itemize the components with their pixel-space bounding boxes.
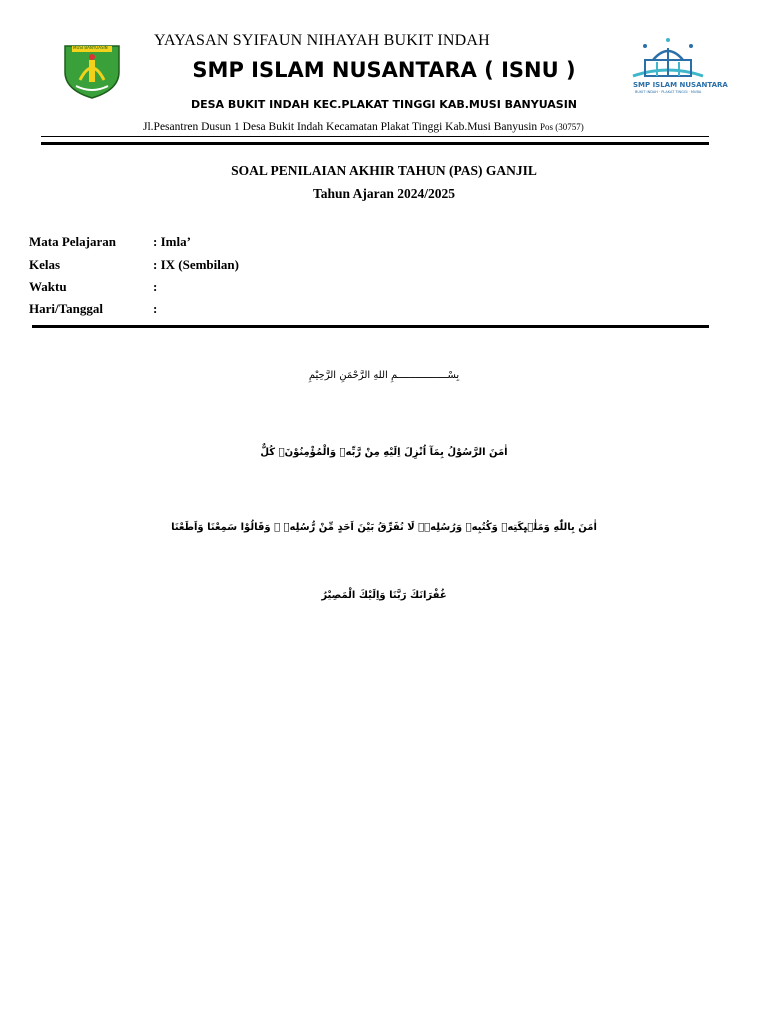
info-row-subject <box>29 234 191 250</box>
district-line: DESA BUKIT INDAH KEC.PLAKAT TINGGI KAB.MUSI BANYUASIN <box>190 98 578 111</box>
logo-right-subcaption: BUKIT INDAH · PLAKAT TINGGI · MUBA <box>635 90 702 94</box>
info-value: : <box>153 301 158 316</box>
foundation-name: YAYASAN SYIFAUN NIHAYAH BUKIT INDAH <box>154 32 490 49</box>
info-row-time <box>29 279 157 295</box>
info-value: : IX (Sembilan) <box>153 257 239 272</box>
header-thin-rule <box>41 136 709 137</box>
info-row-class <box>29 257 239 273</box>
info-label: Waktu <box>29 279 67 294</box>
info-label: Hari/Tanggal <box>29 301 103 316</box>
address-text: Jl.Pesantren Dusun 1 Desa Bukit Indah Kecamatan Plakat Tinggi Kab.Musi Banyusin <box>143 121 538 133</box>
info-value: : <box>153 279 158 294</box>
info-label: Kelas <box>29 257 61 272</box>
postal-code: Pos (30757) <box>540 122 584 132</box>
arabic-line-2: اٰمَنَ بِاللّٰهِ وَمَلٰۤىِٕكَتِهٖ وَكُتُبِهٖ وَرُسُلِهٖۗ لَا نُفَرِّقُ بَيْنَ اَحَدٍ مِّنْ رُّسُلِهٖ ۗ وَقَالُوْا سَمِعْنَا وَاَطَعْنَا <box>171 522 597 533</box>
academic-year: Tahun Ajaran 2024/2025 <box>312 186 456 201</box>
arabic-line-3: غُفْرَانَكَ رَبَّنَا وَاِلَيْكَ الْمَصِيْرُ <box>321 590 447 601</box>
exam-title: SOAL PENILAIAN AKHIR TAHUN (PAS) GANJIL <box>231 163 537 178</box>
info-divider-rule <box>32 325 709 328</box>
logo-left-caption: MUSI BANYUASIN <box>73 45 108 50</box>
info-label: Mata Pelajaran <box>29 234 117 249</box>
basmalah-text: بِسْـــــــــــــــــمِ اللهِ الرَّحْمَنِ الرَّحِيْمِ <box>308 370 460 381</box>
info-row-date <box>29 301 157 317</box>
header-thick-rule <box>41 142 709 145</box>
logo-right-caption: SMP ISLAM NUSANTARA <box>633 81 728 89</box>
school-name: SMP ISLAM NUSANTARA ( ISNU ) <box>192 58 576 82</box>
arabic-line-1: اٰمَنَ الرَّسُوْلُ بِمَآ اُنْزِلَ اِلَيْهِ مِنْ رَّبِّهٖ وَالْمُؤْمِنُوْنَۗ كُلٌّ <box>260 447 508 458</box>
info-value: : Imla’ <box>153 234 191 249</box>
address-line <box>143 121 584 133</box>
